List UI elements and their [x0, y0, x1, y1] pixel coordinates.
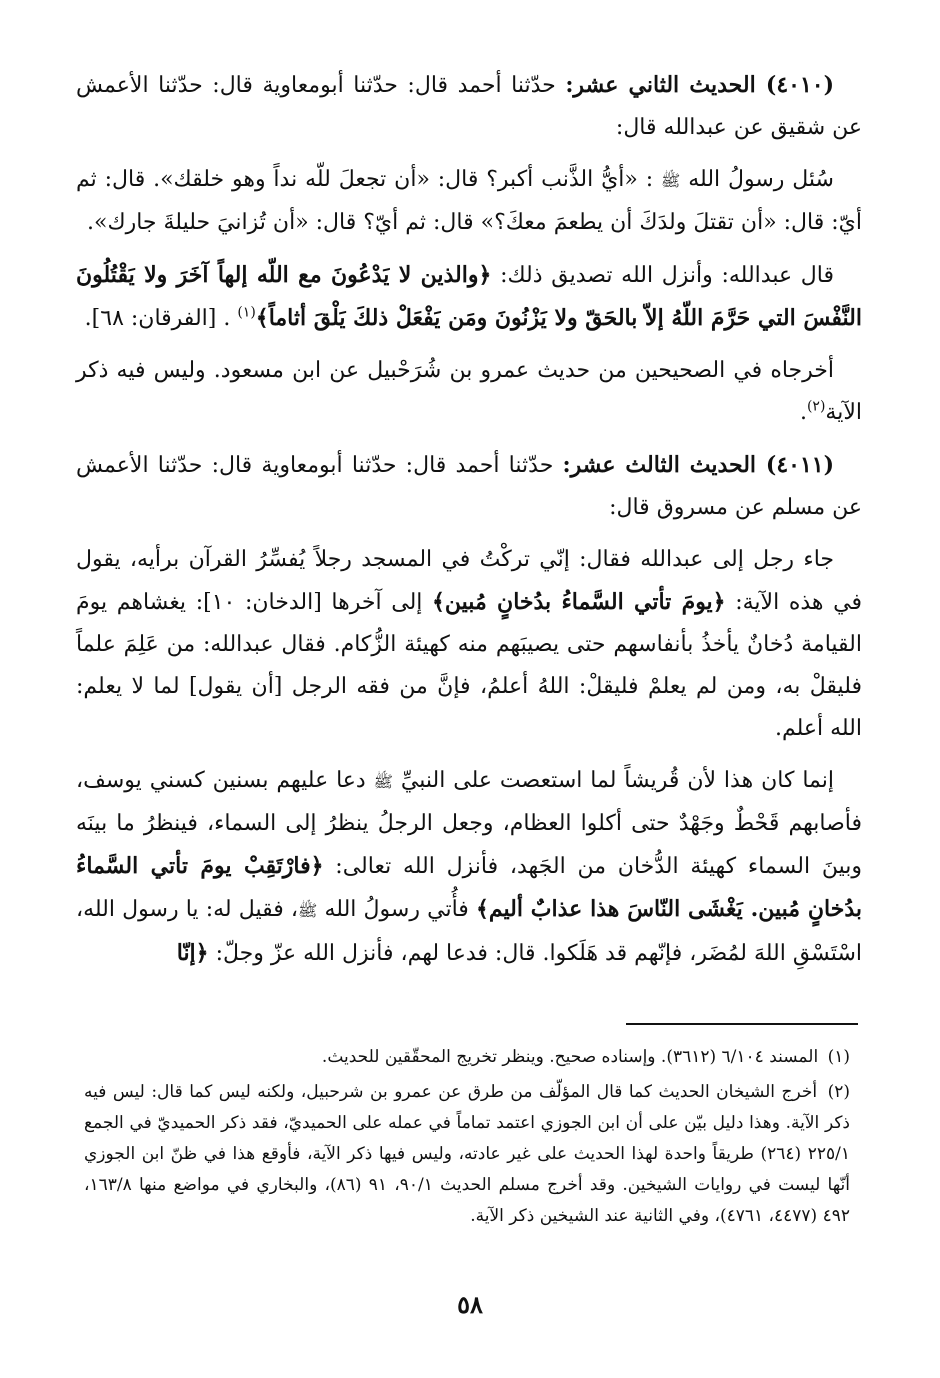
main-text — [76, 64, 862, 985]
hadith-4011-expl-b: دعا عليهم بسنين كسني يوسف، فأصابهم قَحْطٌ وجَهْدٌ حتى أكلوا العظام، وجعل الرجلُ ينظرُ إلى السماء، فينظرُ ما بينَه وبينَ السماء كهيئة الدُّخان من الجَهد، فأنزل الله تعالى: — [76, 768, 862, 879]
footnote-number: (١) — [827, 1047, 850, 1067]
footnote-1 — [84, 1042, 850, 1073]
salla-symbol: ﷺ — [373, 772, 393, 791]
hadith-4010-verse-paragraph — [76, 254, 862, 340]
hadith-4011-isnad — [76, 444, 862, 529]
hadith-4010-takhrij — [76, 350, 862, 434]
hadith-4010-isnad — [76, 64, 862, 149]
footnotes — [84, 1042, 850, 1236]
surah-reference: . [الفرقان: ٦٨]. — [84, 306, 231, 331]
hadith-4010-matn-b: : «أيُّ الذَّنب أكبر؟ قال: «أن تجعلَ للّه نداً وهو خلقك». قال: ثم أيّ: قال: «أن تقتلَ ولدَكَ أن يطعمَ معكَ؟» قال: ثم أيّ؟ قال: «أن تُزانيَ حليلةَ جارك». — [76, 167, 862, 235]
footnote-number: (٢) — [827, 1082, 851, 1102]
footnote-text: أخرج الشيخان الحديث كما قال المؤلّف من طرق عن عمرو بن شرحبيل، ولكنه ليس كما قال: ليس فيه ذكر الآية. وهذا دليل بيّن على أن ابن الجوزي اعتمد تماماً في عمله على الحميديّ، فقد ذكر الحميديّ في الجمع ٢٢٥/١ (٢٦٤) طريقاً واحدة لهذا الحديث على غير عادته، وليس فيها ذكر الآية، فأوقع هذا في ظنّ ابن الجوزي أنّها ليست في روايات الشيخين. وقد أخرج مسلم الحديث ٩٠/١، ٩١ (٨٦)، والبخاري في مواضع منها ١٦٣/٨، ٤٩٢ (٤٤٧٧، ٤٧٦١)، وفي الثانية عند الشيخين ذكر الآية. — [84, 1082, 850, 1226]
salla-symbol: ﷺ — [661, 171, 681, 190]
hadith-4010-isnad-text: حدّثنا أحمد قال: حدّثنا أبومعاوية قال: حدّثنا الأعمش عن شقيق عن عبدالله قال: — [76, 73, 862, 140]
hadith-4011-matn-b: إلى آخرها [الدخان: ١٠]: يغشاهم يومَ القيامة دُخانٌ يأخذُ بأنفاسهم حتى يصيبَهم منه كهيئة الزُّكام. فقال عبدالله: من عَلِمَ علماً فليقلْ به، ومن لم يعلمْ فليقلْ: اللهُ أعلمُ، فإنَّ من فقه الرجل [أن يقول] لما لا يعلم: الله أعلم. — [76, 590, 862, 741]
hadith-4010-matn — [76, 159, 862, 244]
footnote-2 — [84, 1077, 850, 1232]
salla-symbol: ﷺ — [298, 901, 318, 920]
hadith-4011-expl-c: فأُتي رسولُ الله — [324, 897, 476, 922]
quran-verse: ﴿يومَ تأتي السَّماءُ بدُخانٍ مُبين﴾ — [432, 589, 726, 615]
hadith-4011-heading: (٤٠١١) الحديث الثالث عشر: — [562, 452, 834, 478]
hadith-4011-expl-d: ، فقيل له: يا رسول الله، اسْتَسْقِ اللهَ لمُضَر، فإنّهم قد هَلَكوا. قال: فدعا لهم، فأنزل الله عزّ وجلّ: — [76, 897, 862, 966]
hadith-4010-verse-intro: قال عبدالله: وأنزل الله تصديق ذلك: — [491, 263, 834, 288]
quran-verse: ﴿فارْتَقِبْ يومَ تأتي السَّماءُ بدُخانٍ مُبين. يَغْشَى النّاسَ هذا عذابٌ أليم﴾ — [76, 853, 862, 922]
hadith-4010-heading: (٤٠١٠) الحديث الثاني عشر: — [565, 72, 834, 98]
hadith-4011-isnad-text: حدّثنا أحمد قال: حدّثنا أبومعاوية قال: حدّثنا الأعمش عن مسلم عن مسروق قال: — [76, 453, 862, 520]
hadith-4011-expl-a: إنما كان هذا لأن قُريشاً لما استعصت على النبيِّ — [400, 768, 834, 793]
hadith-4011-matn — [76, 539, 862, 750]
footnote-ref-2[interactable]: (٢) — [806, 398, 826, 415]
page-number: ٥٨ — [457, 1290, 483, 1319]
hadith-4010-takhrij-text: أخرجاه في الصحيحين من حديث عمرو بن شُرَحْبيل عن ابن مسعود. وليس فيه ذكر الآية — [76, 358, 862, 425]
hadith-4010-matn-a: سُئل رسولُ الله — [688, 167, 834, 192]
footnote-separator — [626, 1023, 858, 1025]
quran-verse: ﴿إنّا — [176, 940, 209, 966]
hadith-4010-takhrij-end: . — [799, 400, 807, 425]
hadith-4011-matn-a: جاء رجل إلى عبدالله فقال: إنّي تركْتُ في المسجد رجلاً يُفسِّرُ القرآن برأيه، يقول في هذه الآية: — [76, 547, 863, 615]
hadith-4011-explanation — [76, 760, 862, 975]
quran-verse: ﴿والذين لا يَدْعُونَ مع اللّه إلهاً آخَرَ ولا يَقْتُلُونَ النَّفْسَ التي حَرَّمَ اللّهُ إلاّ بالحَقّ ولا يَزْنُونَ ومَن يَفْعَلْ ذلكَ يَلْقَ أثاماً﴾ — [76, 262, 862, 331]
footnote-ref-1[interactable]: (١) — [237, 304, 256, 321]
footnote-text: المسند ٦/١٠٤ (٣٦١٢). وإسناده صحيح. وينظر تخريج المحقّقين للحديث. — [321, 1047, 819, 1067]
